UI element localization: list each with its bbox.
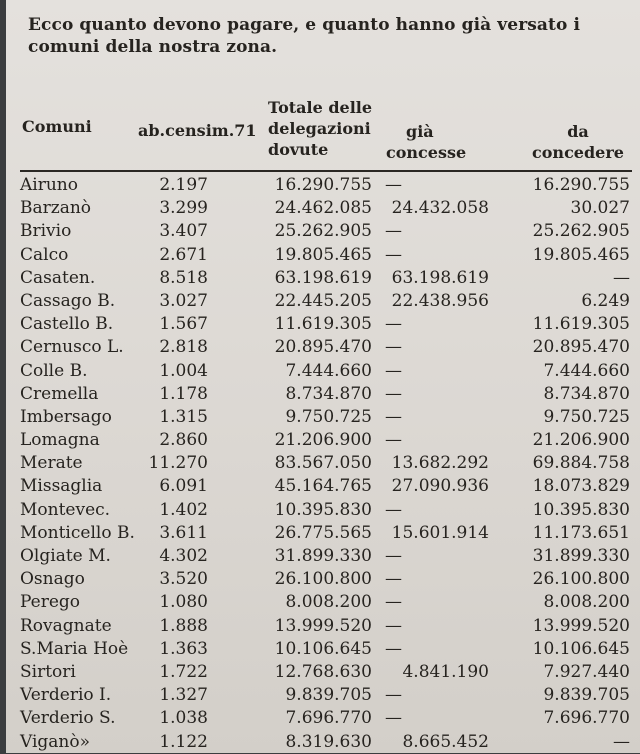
- cell-comune: Imbersago: [20, 406, 112, 427]
- cell-gia-concesse: —: [385, 383, 402, 404]
- cell-abitanti: 6.091: [159, 476, 208, 497]
- cell-gia-concesse: —: [385, 685, 402, 706]
- cell-gia-concesse: 4.841.190: [402, 661, 489, 682]
- cell-abitanti: 2.860: [159, 430, 208, 451]
- cell-da-concedere: 9.750.725: [543, 406, 630, 427]
- header-totale-line2: delegazioni: [268, 119, 371, 138]
- cell-gia-concesse: —: [385, 175, 402, 195]
- cell-totale: 20.895.470: [274, 337, 372, 358]
- cell-abitanti: 3.027: [159, 290, 208, 311]
- cell-abitanti: 11.270: [148, 453, 208, 474]
- cell-gia-concesse: —: [385, 708, 402, 729]
- cell-totale: 9.750.725: [285, 406, 372, 427]
- cell-comune: Airuno: [20, 175, 78, 195]
- cell-da-concedere: 31.899.330: [532, 546, 630, 566]
- cell-comune: Verderio S.: [20, 708, 116, 729]
- cell-abitanti: 1.080: [159, 592, 208, 613]
- cell-gia-concesse: —: [385, 314, 402, 335]
- cell-totale: 8.734.870: [285, 383, 372, 404]
- cell-gia-concesse: —: [385, 337, 402, 358]
- cell-totale: 19.805.465: [274, 244, 372, 265]
- cell-comune: Perego: [20, 592, 81, 613]
- table-row: [6, 290, 640, 313]
- cell-totale: 45.164.765: [274, 476, 372, 497]
- table-row: [6, 545, 640, 568]
- cell-abitanti: 1.122: [159, 731, 208, 752]
- cell-da-concedere: 20.895.470: [532, 337, 630, 358]
- header-gia-line2: concesse: [386, 143, 467, 162]
- table-row: [6, 267, 640, 290]
- cell-totale: 10.395.830: [274, 499, 372, 520]
- cell-da-concedere: 69.884.758: [532, 453, 630, 474]
- cell-gia-concesse: 63.198.619: [391, 267, 489, 288]
- cell-gia-concesse: —: [385, 360, 402, 381]
- cell-comune: Barzanò: [20, 198, 92, 219]
- cell-gia-concesse: —: [385, 244, 402, 265]
- table-row: [6, 522, 640, 545]
- table-row: [6, 661, 640, 684]
- cell-comune: Monticello B.: [20, 522, 135, 543]
- cell-gia-concesse: 8.665.452: [402, 731, 489, 752]
- table-row: [6, 638, 640, 661]
- cell-totale: 24.462.085: [274, 198, 372, 219]
- cell-totale: 25.262.905: [274, 221, 372, 242]
- cell-abitanti: 4.302: [159, 546, 208, 566]
- header-da-line1: da: [567, 122, 589, 141]
- cell-gia-concesse: —: [385, 221, 402, 242]
- cell-gia-concesse: —: [385, 430, 402, 451]
- cell-da-concedere: 11.173.651: [532, 522, 630, 543]
- cell-gia-concesse: —: [385, 406, 402, 427]
- table-row: [6, 360, 640, 383]
- table-body: [6, 174, 640, 754]
- cell-da-concedere: 8.734.870: [543, 383, 630, 404]
- table-row: [6, 684, 640, 707]
- cell-comune: Rovagnate: [20, 615, 112, 636]
- table-row: [6, 383, 640, 406]
- headline: Ecco quanto devono pagare, e quanto hanno già versato i comuni della nostra zona.: [28, 15, 580, 57]
- table-row: [6, 174, 640, 197]
- table-row: [6, 406, 640, 429]
- cell-da-concedere: 13.999.520: [532, 615, 630, 636]
- cell-abitanti: 2.197: [159, 175, 208, 195]
- header-comuni: Comuni: [22, 117, 92, 136]
- cell-gia-concesse: —: [385, 499, 402, 520]
- cell-abitanti: 1.038: [159, 708, 208, 729]
- cell-totale: 31.899.330: [274, 546, 372, 566]
- cell-da-concedere: 11.619.305: [532, 314, 630, 335]
- newspaper-clipping: [6, 0, 640, 753]
- cell-abitanti: 1.004: [159, 360, 208, 381]
- cell-totale: 7.696.770: [285, 708, 372, 729]
- cell-comune: Lomagna: [20, 430, 100, 451]
- cell-comune: Cremella: [20, 383, 99, 404]
- cell-abitanti: 1.315: [159, 406, 208, 427]
- table-row: [6, 313, 640, 336]
- cell-abitanti: 3.299: [159, 198, 208, 219]
- cell-totale: 26.775.565: [274, 522, 372, 543]
- cell-da-concedere: 25.262.905: [532, 221, 630, 242]
- table-row: [6, 591, 640, 614]
- cell-totale: 16.290.755: [274, 175, 372, 195]
- cell-totale: 8.008.200: [285, 592, 372, 613]
- header-da-line2: concedere: [532, 143, 624, 162]
- cell-abitanti: 3.520: [159, 569, 208, 590]
- cell-gia-concesse: 27.090.936: [391, 476, 489, 497]
- cell-comune: Brivio: [20, 221, 72, 242]
- cell-totale: 9.839.705: [285, 685, 372, 706]
- cell-comune: Colle B.: [20, 360, 88, 381]
- cell-totale: 7.444.660: [285, 360, 372, 381]
- header-totale-line1: Totale delle: [268, 98, 373, 117]
- cell-da-concedere: 9.839.705: [543, 685, 630, 706]
- cell-abitanti: 1.402: [159, 499, 208, 520]
- cell-totale: 22.445.205: [274, 290, 372, 311]
- cell-comune: Calco: [20, 244, 69, 265]
- header-da-concedere: [528, 121, 628, 163]
- cell-da-concedere: 7.927.440: [543, 661, 630, 682]
- table-row: [6, 568, 640, 591]
- header-gia-line1: già: [406, 122, 434, 141]
- cell-abitanti: 2.671: [159, 244, 208, 265]
- cell-gia-concesse: 13.682.292: [391, 453, 489, 474]
- table-row: [6, 220, 640, 243]
- cell-da-concedere: —: [613, 267, 630, 288]
- header-rule: [20, 170, 632, 172]
- cell-da-concedere: 10.106.645: [532, 638, 630, 659]
- cell-da-concedere: 21.206.900: [532, 430, 630, 451]
- table-row: [6, 244, 640, 267]
- cell-comune: Viganò»: [20, 731, 91, 752]
- cell-da-concedere: 16.290.755: [532, 175, 630, 195]
- table-row: [6, 452, 640, 475]
- cell-comune: Verderio I.: [20, 685, 112, 706]
- cell-da-concedere: 8.008.200: [543, 592, 630, 613]
- cell-gia-concesse: 24.432.058: [391, 198, 489, 219]
- cell-da-concedere: 26.100.800: [532, 569, 630, 590]
- cell-abitanti: 3.407: [159, 221, 208, 242]
- cell-da-concedere: 7.696.770: [543, 708, 630, 729]
- header-totale: [268, 97, 388, 160]
- cell-gia-concesse: 22.438.956: [391, 290, 489, 311]
- cell-comune: Castello B.: [20, 314, 114, 335]
- cell-abitanti: 1.363: [159, 638, 208, 659]
- cell-comune: Casaten.: [20, 267, 96, 288]
- cell-gia-concesse: —: [385, 615, 402, 636]
- cell-gia-concesse: 15.601.914: [391, 522, 489, 543]
- cell-gia-concesse: —: [385, 592, 402, 613]
- cell-totale: 13.999.520: [274, 615, 372, 636]
- cell-comune: Osnago: [20, 569, 85, 590]
- header-gia-concesse: [386, 121, 486, 163]
- cell-da-concedere: 30.027: [570, 198, 630, 219]
- cell-totale: 10.106.645: [274, 638, 372, 659]
- cell-da-concedere: 7.444.660: [543, 360, 630, 381]
- table-row: [6, 336, 640, 359]
- cell-abitanti: 1.567: [159, 314, 208, 335]
- cell-da-concedere: 10.395.830: [532, 499, 630, 520]
- cell-comune: S.Maria Hoè: [20, 638, 129, 659]
- table-row: [6, 499, 640, 522]
- cell-totale: 12.768.630: [274, 661, 372, 682]
- table-row: [6, 707, 640, 730]
- cell-comune: Montevec.: [20, 499, 111, 520]
- cell-totale: 11.619.305: [274, 314, 372, 335]
- cell-da-concedere: 18.073.829: [532, 476, 630, 497]
- cell-comune: Sirtori: [20, 661, 76, 682]
- cell-comune: Missaglia: [20, 476, 103, 497]
- cell-abitanti: 1.722: [159, 661, 208, 682]
- cell-da-concedere: 19.805.465: [532, 244, 630, 265]
- cell-gia-concesse: —: [385, 638, 402, 659]
- cell-abitanti: 1.327: [159, 685, 208, 706]
- cell-totale: 8.319.630: [285, 731, 372, 752]
- cell-totale: 26.100.800: [274, 569, 372, 590]
- cell-totale: 83.567.050: [274, 453, 372, 474]
- header-abitanti: ab.censim.71: [138, 121, 257, 140]
- cell-comune: Cassago B.: [20, 290, 116, 311]
- cell-totale: 21.206.900: [274, 430, 372, 451]
- cell-abitanti: 1.178: [159, 383, 208, 404]
- cell-gia-concesse: —: [385, 569, 402, 590]
- cell-abitanti: 2.818: [159, 337, 208, 358]
- header-totale-line3: dovute: [268, 140, 329, 159]
- table-row: [6, 475, 640, 498]
- cell-abitanti: 3.611: [159, 522, 208, 543]
- cell-totale: 63.198.619: [274, 267, 372, 288]
- table-row: [6, 197, 640, 220]
- table-row: [6, 429, 640, 452]
- cell-comune: Merate: [20, 453, 83, 474]
- cell-comune: Cernusco L.: [20, 337, 124, 358]
- cell-comune: Olgiate M.: [20, 546, 111, 566]
- cell-gia-concesse: —: [385, 546, 402, 566]
- table-row: [6, 731, 640, 754]
- table-row: [6, 615, 640, 638]
- cell-da-concedere: —: [613, 731, 630, 752]
- cell-da-concedere: 6.249: [581, 290, 630, 311]
- cell-abitanti: 1.888: [159, 615, 208, 636]
- cell-abitanti: 8.518: [159, 267, 208, 288]
